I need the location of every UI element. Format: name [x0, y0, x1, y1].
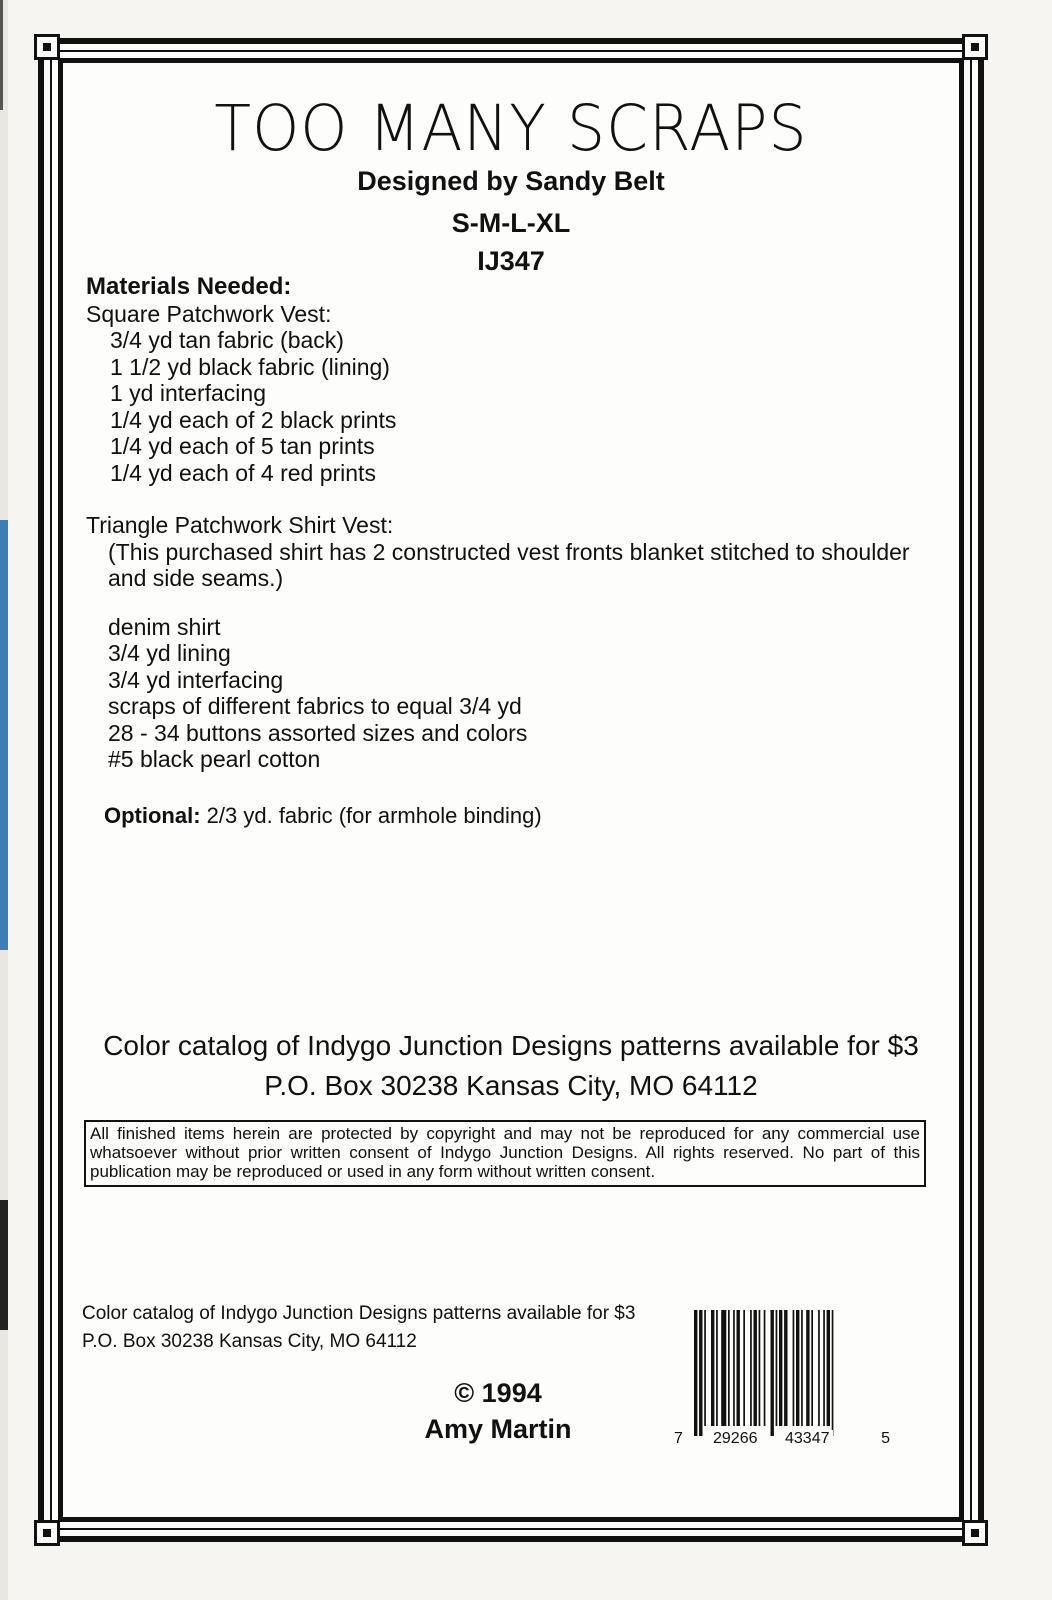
list-item: 1/4 yd each of 2 black prints [110, 406, 397, 433]
barcode-digit-right: 5 [881, 1430, 890, 1447]
barcode-bar [764, 1310, 766, 1426]
triangle-vest-title: Triangle Patchwork Shirt Vest: [86, 512, 394, 538]
catalog-offer [38, 1026, 984, 1106]
corner-ornament-top-right [962, 34, 988, 60]
optional-materials [86, 803, 946, 830]
barcode-bar [716, 1310, 718, 1426]
list-item: 28 - 34 buttons assorted sizes and colors [108, 719, 528, 746]
materials-heading: Materials Needed: [86, 273, 292, 300]
list-item: 3/4 yd lining [108, 640, 231, 666]
square-vest-title: Square Patchwork Vest: [86, 300, 332, 327]
barcode-group-1: 29266 [710, 1430, 761, 1448]
optional-label: Optional: [104, 802, 201, 828]
left-edge-dark [0, 1200, 8, 1330]
designer-byline: Designed by Sandy Belt [357, 166, 665, 196]
list-item: 1 1/2 yd black fabric (lining) [110, 353, 390, 380]
left-edge-blue [0, 520, 8, 950]
corner-ornament-bottom-right [962, 1520, 988, 1546]
optional-text: 2/3 yd. fabric (for armhole binding) [200, 802, 542, 828]
left-edge-dark-top [0, 0, 3, 110]
triangle-vest-note: (This purchased shirt has 2 constructed vest fronts blanket stitched to shoulder and side seams.) [108, 538, 910, 591]
copyright-year: © 1994 [454, 1378, 542, 1408]
triangle-vest-list [86, 614, 946, 773]
pattern-back-cover [38, 38, 984, 1542]
square-vest-list [86, 327, 946, 486]
copyright-notice-box: All finished items herein are protected by copyright and may not be reproduced for any commercial use whatsoever without prior written consent of Indygo Junction Designs. All rights reserved. No part of this publication may be reproduced or used in any form without written consent. [84, 1120, 926, 1187]
barcode-bar [750, 1310, 752, 1426]
barcode-bar [721, 1310, 726, 1426]
list-item: 3/4 yd tan fabric (back) [110, 327, 344, 353]
left-edge-strip [0, 0, 8, 1600]
barcode-bar [728, 1310, 730, 1426]
materials-section [86, 274, 946, 829]
list-item: denim shirt [108, 613, 221, 640]
list-item: 1/4 yd each of 5 tan prints [110, 433, 375, 459]
catalog-offer-line1: Color catalog of Indygo Junction Designs patterns available for $3 [103, 1030, 919, 1061]
list-item: 1/4 yd each of 4 red prints [110, 459, 376, 486]
barcode-bar [832, 1310, 834, 1436]
barcode-bar [776, 1310, 778, 1426]
corner-ornament-top-left [34, 34, 60, 60]
size-range: S-M-L-XL [451, 208, 571, 238]
barcode-digit-left: 7 [674, 1430, 683, 1447]
list-item: scraps of different fabrics to equal 3/4 yd [108, 693, 522, 719]
barcode-bar [699, 1310, 702, 1436]
barcode-bar [759, 1310, 761, 1426]
corner-ornament-bottom-left [34, 1520, 60, 1546]
catalog-offer-address: P.O. Box 30238 Kansas City, MO 64112 [264, 1070, 758, 1101]
catalog-small-line1: Color catalog of Indygo Junction Designs patterns available for $3 [82, 1303, 636, 1324]
copyright-block [398, 1375, 598, 1447]
barcode-bar [818, 1310, 820, 1426]
catalog-small-address: P.O. Box 30238 Kansas City, MO 64112 [82, 1331, 417, 1352]
barcode-bar [771, 1310, 774, 1436]
barcode-bar [784, 1310, 787, 1426]
barcode-bar [796, 1310, 799, 1426]
pattern-code: IJ347 [477, 246, 545, 276]
barcode-bar [754, 1310, 757, 1426]
barcode-group-2: 43347 [782, 1430, 833, 1448]
upc-barcode [674, 1304, 890, 1454]
catalog-offer-small [82, 1300, 635, 1356]
barcode-bar [733, 1310, 735, 1426]
barcode-bar [801, 1310, 803, 1426]
list-item: 1 yd interfacing [110, 380, 266, 406]
list-item: 3/4 yd interfacing [108, 666, 284, 693]
barcode-bars [694, 1310, 874, 1436]
barcode-bar [793, 1310, 795, 1426]
barcode-bar [704, 1310, 706, 1426]
barcode-bar [743, 1310, 745, 1426]
pattern-title: TOO MANY SCRAPS [214, 92, 808, 166]
barcode-bar [827, 1310, 830, 1426]
barcode-bar [823, 1310, 825, 1426]
list-item: #5 black pearl cotton [108, 746, 321, 772]
barcode-bar [737, 1310, 740, 1426]
copyright-author: Amy Martin [424, 1414, 572, 1444]
barcode-bar [711, 1310, 714, 1426]
barcode-digits [674, 1430, 890, 1450]
barcode-bar [779, 1310, 782, 1426]
barcode-bar [694, 1310, 697, 1436]
barcode-bar [806, 1310, 809, 1426]
barcode-bar [811, 1310, 813, 1426]
